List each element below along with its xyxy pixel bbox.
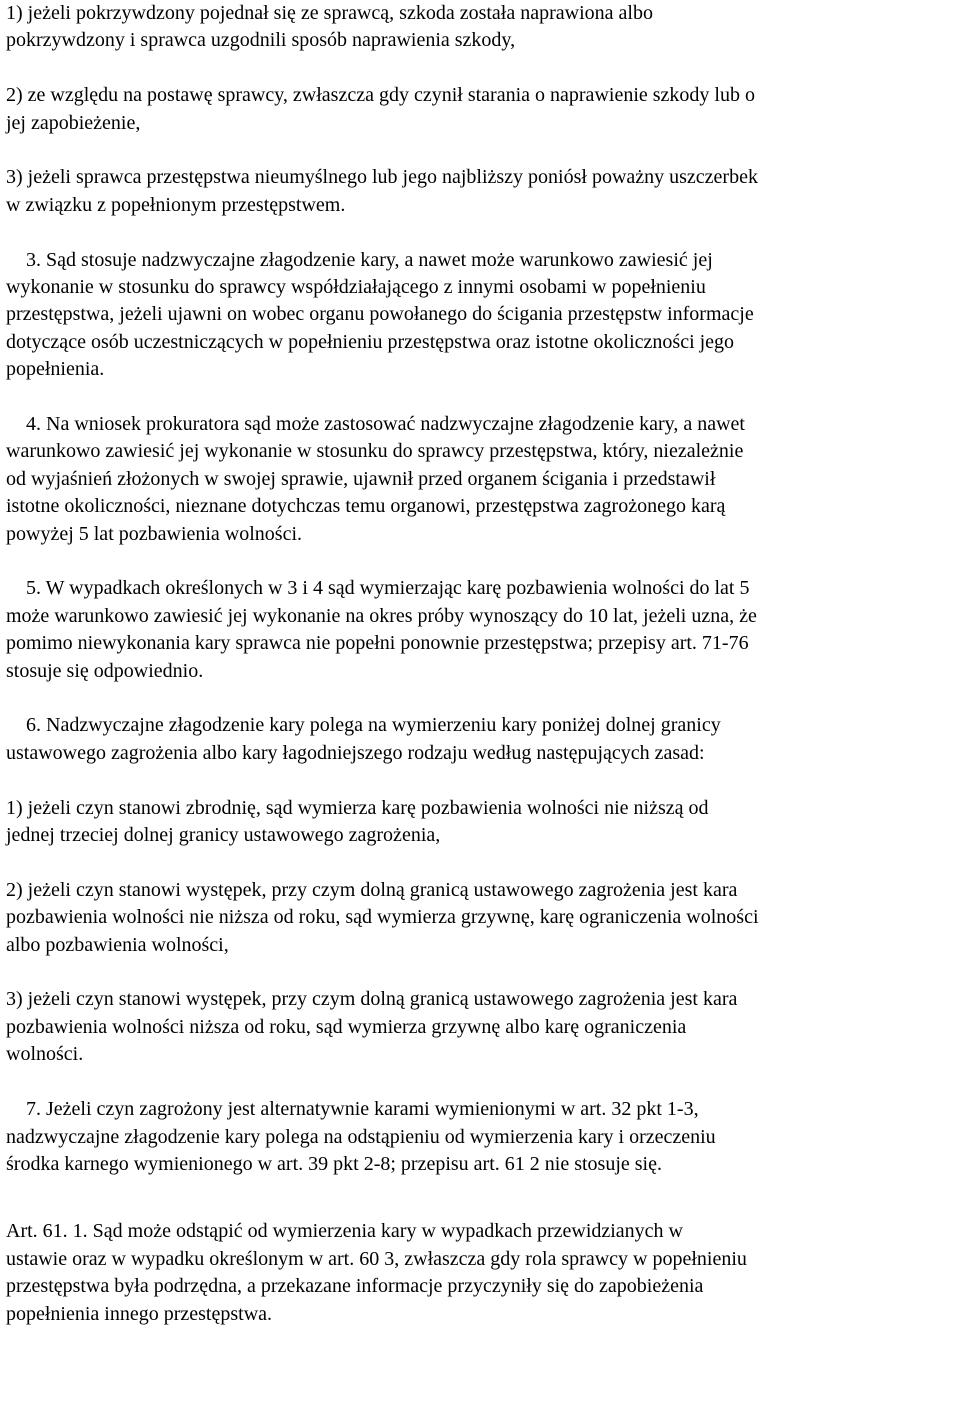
text-line: 2) jeżeli czyn stanowi występek, przy czym dolną granicą ustawowego zagrożenia jest kara xyxy=(6,878,738,901)
text-line: może warunkowo zawiesić jej wykonanie na okres próby wynoszący do 10 lat, jeżeli uzna, że xyxy=(6,604,757,627)
text-line: środka karnego wymienionego w art. 39 pkt 2-8; przepisu art. 61 2 nie stosuje się. xyxy=(6,1152,662,1175)
paragraph-item-1 xyxy=(6,0,956,55)
text-line: pomimo niewykonania kary sprawca nie popełni ponownie przestępstwa; przepisy art. 71-76 xyxy=(6,632,749,655)
text-line: popełnienia innego przestępstwa. xyxy=(6,1302,273,1325)
section-6 xyxy=(6,712,956,767)
text-line: popełnienia. xyxy=(6,358,105,381)
text-line: nadzwyczajne złagodzenie kary polega na odstąpieniu od wymierzenia kary i orzeczeniu xyxy=(6,1125,716,1148)
text-line: jej zapobieżenie, xyxy=(6,111,141,134)
section-6-item-3 xyxy=(6,986,956,1068)
text-line: powyżej 5 lat pozbawienia wolności. xyxy=(6,522,303,545)
text-line: wykonanie w stosunku do sprawcy współdziałającego z innymi osobami w popełnieniu xyxy=(6,276,706,299)
text-line: ustawowego zagrożenia albo kary łagodniejszego rodzaju według następujących zasad: xyxy=(6,741,705,764)
text-line: albo pozbawienia wolności, xyxy=(6,933,229,956)
text-line: 7. Jeżeli czyn zagrożony jest alternatywnie karami wymienionymi w art. 32 pkt 1-3, xyxy=(26,1098,699,1121)
text-line: 1) jeżeli czyn stanowi zbrodnię, sąd wymierza karę pozbawienia wolności nie niższą od xyxy=(6,796,709,819)
paragraph-item-2 xyxy=(6,82,956,137)
section-4 xyxy=(6,411,956,548)
article-61 xyxy=(6,1218,956,1328)
text-line: przestępstwa, jeżeli ujawni on wobec organu powołanego do ścigania przestępstw informacje xyxy=(6,303,754,326)
text-line: 3) jeżeli sprawca przestępstwa nieumyślnego lub jego najbliższy poniósł poważny uszczerbek xyxy=(6,166,758,189)
section-6-item-1 xyxy=(6,795,956,850)
text-line: Art. 61. 1. Sąd może odstąpić od wymierzenia kary w wypadkach przewidzianych w xyxy=(6,1220,684,1243)
text-line: istotne okoliczności, nieznane dotychczas temu organowi, przestępstwa zagrożonego karą xyxy=(6,495,726,518)
text-line: 5. W wypadkach określonych w 3 i 4 sąd wymierzając karę pozbawienia wolności do lat 5 xyxy=(26,577,750,600)
section-7 xyxy=(6,1096,956,1178)
document-page xyxy=(6,0,956,1328)
section-5 xyxy=(6,575,956,685)
text-line: w związku z popełnionym przestępstwem. xyxy=(6,193,346,216)
text-line: ustawie oraz w wypadku określonym w art. 60 3, zwłaszcza gdy rola sprawcy w popełnieniu xyxy=(6,1247,747,1270)
text-line: 3) jeżeli czyn stanowi występek, przy czym dolną granicą ustawowego zagrożenia jest kara xyxy=(6,988,738,1011)
text-line: pozbawienia wolności niższa od roku, sąd wymierza grzywnę albo karę ograniczenia xyxy=(6,1015,687,1038)
section-6-item-2 xyxy=(6,877,956,959)
text-line: pozbawienia wolności nie niższa od roku, sąd wymierza grzywnę, karę ograniczenia wolności xyxy=(6,906,759,929)
text-line: 2) ze względu na postawę sprawcy, zwłaszcza gdy czynił starania o naprawienie szkody lub o xyxy=(6,84,755,107)
paragraph-item-3 xyxy=(6,164,956,219)
text-line: wolności. xyxy=(6,1043,84,1066)
text-line: od wyjaśnień złożonych w swojej sprawie, ujawnił przed organem ścigania i przedstawił xyxy=(6,467,716,490)
section-3 xyxy=(6,247,956,384)
text-line: dotyczące osób uczestniczących w popełnieniu przestępstwa oraz istotne okoliczności jego xyxy=(6,330,735,353)
text-line: pokrzywdzony i sprawca uzgodnili sposób naprawienia szkody, xyxy=(6,29,516,52)
text-line: stosuje się odpowiednio. xyxy=(6,659,204,682)
text-line: 4. Na wniosek prokuratora sąd może zastosować nadzwyczajne złagodzenie kary, a nawet xyxy=(26,413,745,436)
text-line: przestępstwa była podrzędna, a przekazane informacje przyczyniły się do zapobieżenia xyxy=(6,1275,704,1298)
text-line: 3. Sąd stosuje nadzwyczajne złagodzenie kary, a nawet może warunkowo zawiesić jej xyxy=(26,248,713,271)
text-line: 6. Nadzwyczajne złagodzenie kary polega na wymierzeniu kary poniżej dolnej granicy xyxy=(26,714,721,737)
text-line: 1) jeżeli pokrzywdzony pojednał się ze sprawcą, szkoda została naprawiona albo xyxy=(6,2,653,24)
text-line: warunkowo zawiesić jej wykonanie w stosunku do sprawcy przestępstwa, który, niezależnie xyxy=(6,440,744,463)
text-line: jednej trzeciej dolnej granicy ustawowego zagrożenia, xyxy=(6,824,441,847)
